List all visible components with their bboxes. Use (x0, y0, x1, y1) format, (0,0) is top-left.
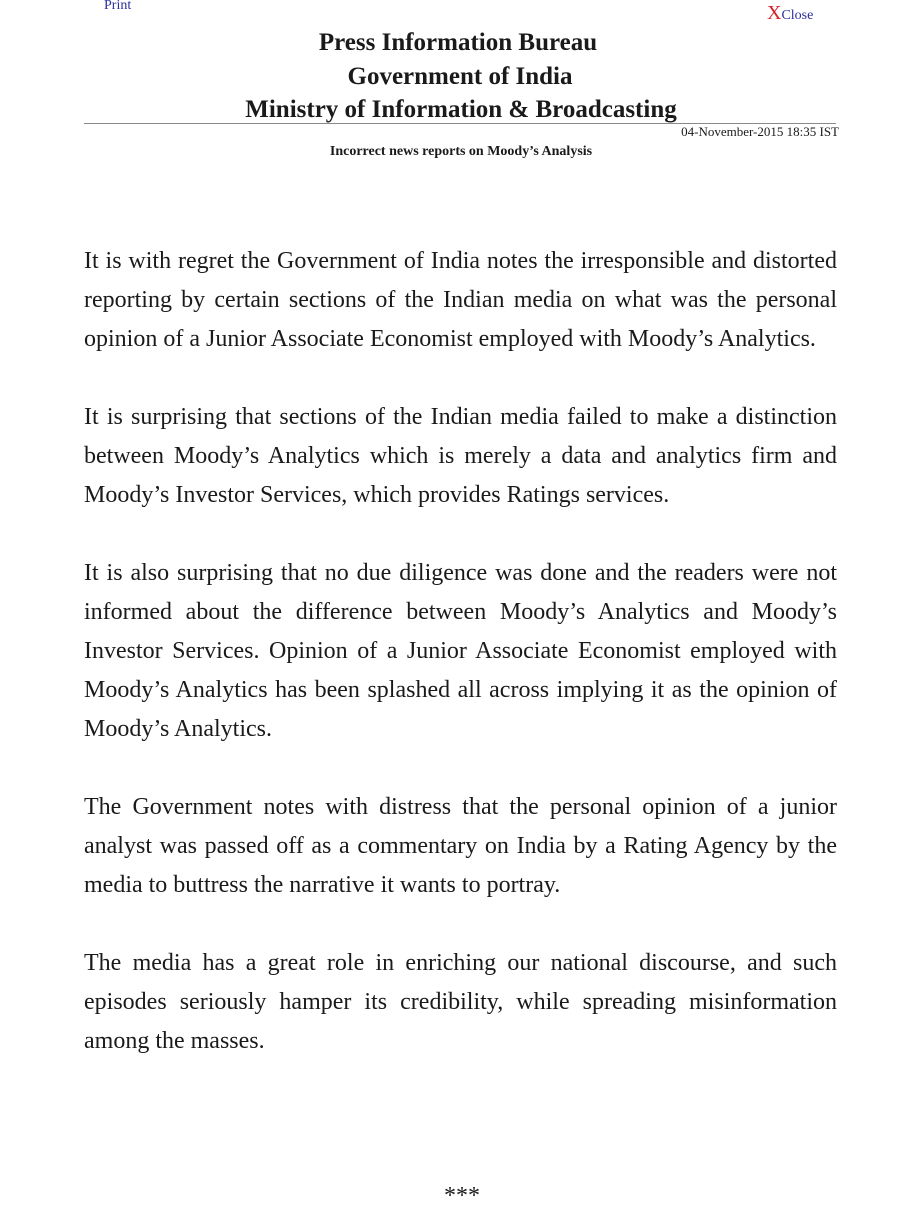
release-end-marker: *** (444, 1183, 480, 1209)
close-button[interactable] (767, 2, 813, 25)
release-dateline: 04-November-2015 18:35 IST (681, 124, 839, 139)
body-paragraph-5: The media has a great role in enriching our national discourse, and such episodes seriously hamper its credibility, while spreading misinformation among the masses. (84, 950, 837, 1054)
close-label: Close (781, 8, 814, 23)
release-subject: Incorrect news reports on Moody’s Analysis (329, 144, 593, 159)
header-bureau: Press Information Bureau (318, 29, 598, 56)
header-ministry: Ministry of Information & Broadcasting (245, 96, 677, 123)
release-body (84, 242, 837, 1100)
header-government: Government of India (347, 63, 573, 90)
print-link[interactable]: Print (104, 0, 132, 13)
body-paragraph-2: It is surprising that sections of the Indian media failed to make a distinction between Moody’s Analytics which is merely a data and analytics firm and Moody’s Investor Services, which provides Ratings services. (84, 404, 837, 508)
close-icon: X (767, 2, 782, 24)
body-paragraph-3: It is also surprising that no due diligence was done and the readers were not informed about the difference between Moody’s Analytics and Moody’s Investor Services. Opinion of a Junior Associate Economist employed with Moody’s Analytics has been splashed all across implying it as the opinion of Moody’s Analytics. (84, 560, 837, 742)
body-paragraph-4: The Government notes with distress that the personal opinion of a junior analyst was passed off as a commentary on India by a Rating Agency by the media to buttress the narrative it wants to portray. (84, 794, 837, 898)
body-paragraph-1: It is with regret the Government of India notes the irresponsible and distorted reporting by certain sections of the Indian media on what was the personal opinion of a Junior Associate Economist employed with Moody’s Analytics. (84, 248, 837, 352)
